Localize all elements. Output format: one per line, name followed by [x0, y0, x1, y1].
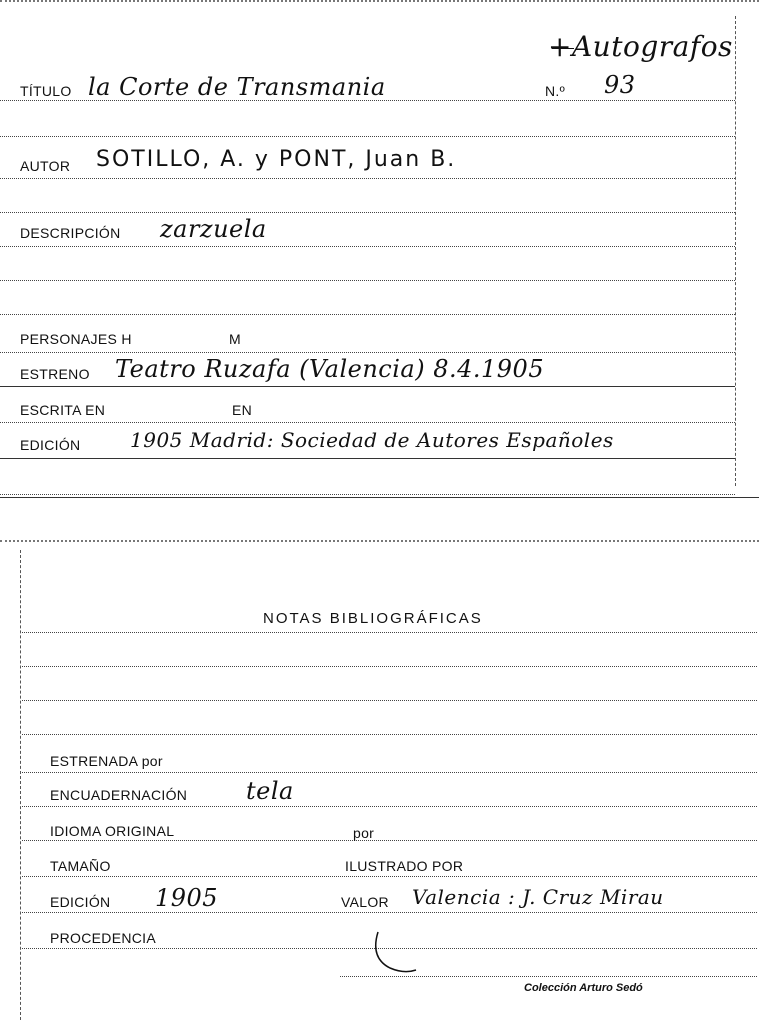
- blank-row: [22, 640, 757, 667]
- tamano-label: TAMAÑO: [50, 858, 111, 874]
- blank-row: [22, 674, 757, 701]
- valor-value: Valencia : J. Cruz Mirau: [412, 885, 664, 909]
- en-label: EN: [232, 402, 253, 418]
- encuadernacion-value: tela: [246, 777, 294, 805]
- titulo-value: la Corte de Transmania: [88, 73, 386, 101]
- stamp-strike: [552, 48, 574, 49]
- autor-value: SOTILLO, A. y PONT, Juan B.: [96, 147, 457, 172]
- escrita-label: ESCRITA EN: [20, 402, 106, 418]
- blank-row: [0, 288, 735, 315]
- card-left-edge: [20, 550, 21, 1020]
- autografos-stamp: +Autografos: [548, 30, 733, 63]
- personajes-label: PERSONAJES H: [20, 331, 132, 347]
- descripcion-label: DESCRIPCIÓN: [20, 225, 121, 241]
- autor-label: AUTOR: [20, 158, 71, 174]
- personajes-m-label: M: [229, 331, 241, 347]
- por-label: por: [353, 825, 375, 841]
- encuadernacion-label: ENCUADERNACIÓN: [50, 787, 188, 803]
- estreno-value: Teatro Ruzafa (Valencia) 8.4.1905: [115, 355, 545, 383]
- estrenada-label: ESTRENADA por: [50, 753, 163, 769]
- ilustrado-label: ILUSTRADO POR: [345, 858, 464, 874]
- notas-row: [22, 606, 757, 633]
- edicion-value: 1905 Madrid: Sociedad de Autores Españoles: [130, 428, 614, 452]
- edicion-label: EDICIÓN: [20, 437, 81, 453]
- blank-row: [0, 186, 735, 213]
- escrita-row: [0, 396, 735, 423]
- edicion-label: EDICIÓN: [50, 894, 111, 910]
- edicion-value: 1905: [155, 884, 219, 912]
- blank-row: [0, 254, 735, 281]
- catalog-card-bottom: [0, 540, 759, 1030]
- descripcion-value: zarzuela: [160, 215, 267, 243]
- procedencia-label: PROCEDENCIA: [50, 930, 156, 946]
- collection-credit: Colección Arturo Sedó: [524, 982, 643, 994]
- procedencia-blank-row: [340, 950, 757, 977]
- card-right-edge: [735, 16, 736, 486]
- idioma-label: IDIOMA ORIGINAL: [50, 823, 175, 839]
- numero-value: 93: [604, 71, 636, 99]
- blank-row: [0, 468, 735, 495]
- estreno-label: ESTRENO: [20, 366, 90, 382]
- catalog-card-top: [0, 0, 759, 498]
- titulo-label: TÍTULO: [20, 83, 72, 99]
- blank-row: [0, 110, 735, 137]
- notas-title: NOTAS BIBLIOGRÁFICAS: [263, 610, 483, 627]
- blank-row: [22, 708, 757, 735]
- valor-label: VALOR: [341, 894, 389, 910]
- numero-label: N.º: [545, 83, 566, 99]
